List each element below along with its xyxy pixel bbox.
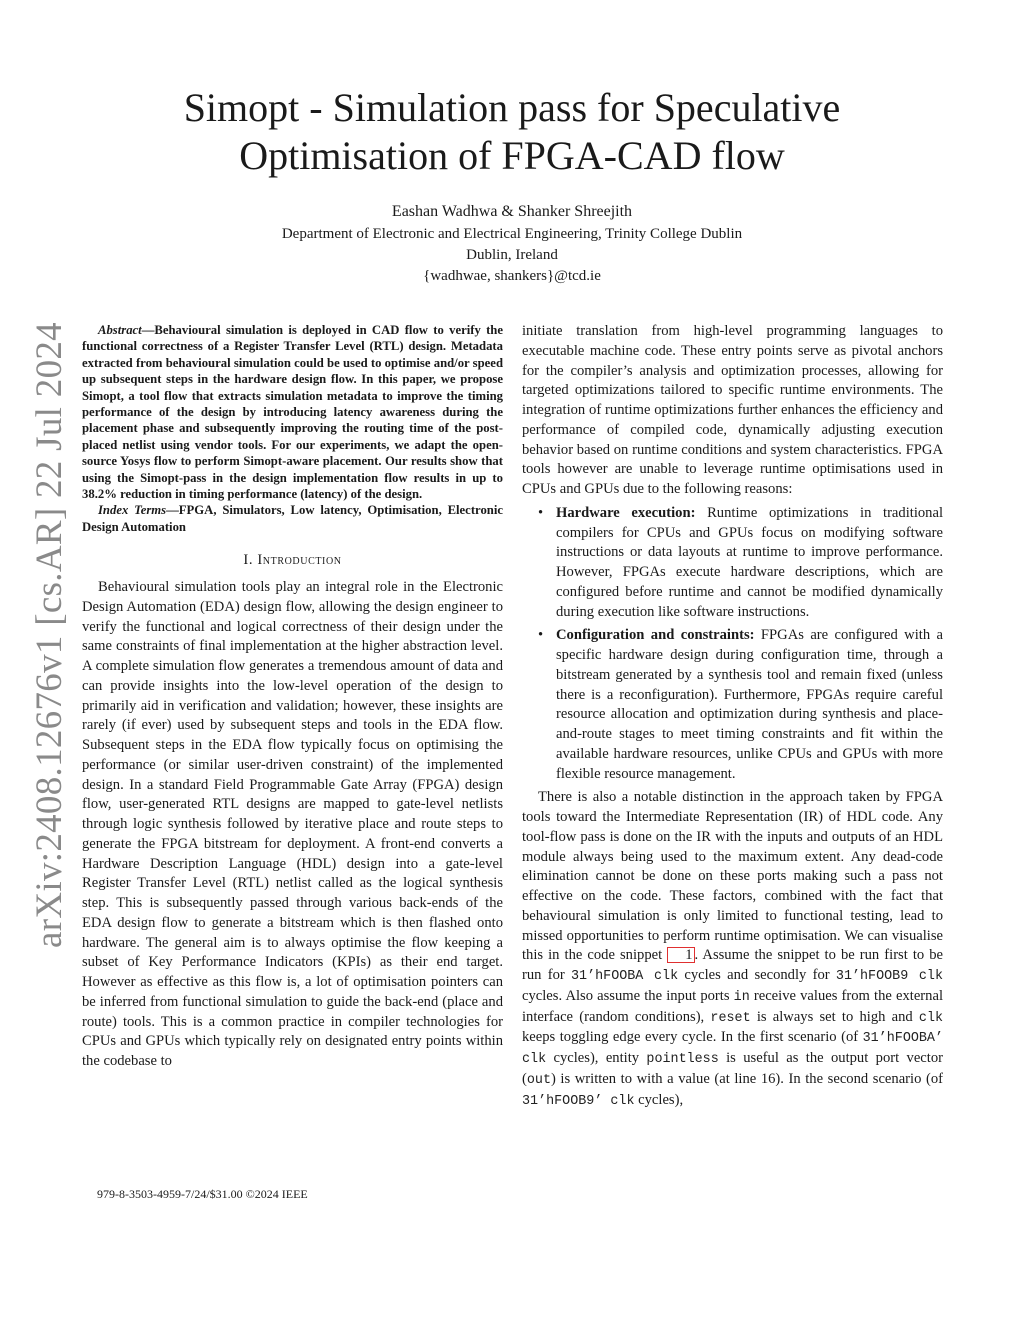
abstract: [82, 322, 503, 502]
paragraph-text: cycles), entity: [546, 1050, 647, 1066]
paper-title-line-1: Simopt - Simulation pass for Speculative: [183, 85, 841, 130]
affiliation-location: Dublin, Ireland: [466, 247, 558, 263]
right-column: [522, 322, 943, 1111]
inline-code: reset: [710, 1010, 751, 1026]
paragraph-text: receive values from the external interface (random conditions),: [522, 987, 943, 1025]
abstract-label: Abstract: [98, 323, 142, 337]
arxiv-identifier-stamp: arXiv:2408.12676v1 [cs.AR] 22 Jul 2024: [29, 322, 70, 948]
list-item-term: Configuration and constraints:: [556, 627, 755, 644]
inline-code: 31’hFOOBA’ clk: [522, 1031, 943, 1067]
intro-paragraph-1-continued: initiate translation from high-level programming languages to executable machine code. These entry points serve as pivotal anchors for the compiler’s analysis and optimization processes, allowing for targeted optimizations tailored to specific runtime environments. The integration of runtime optimizations further enhances the efficiency and performance of compiled code, dynamically adjusting execution behavior based on runtime conditions and system characteristics. FPGA tools however are unable to leverage runtime optimisations used in CPUs and GPUs due to the following reasons:: [522, 323, 943, 497]
inline-code: 31’hFOOBA clk: [571, 969, 679, 984]
left-column: [82, 322, 503, 1072]
reasons-list: [522, 504, 943, 785]
paragraph-text: cycles),: [634, 1091, 684, 1108]
list-item-term: Hardware execution:: [556, 504, 696, 521]
copyright-footer: 979-8-3503-4959-7/24/$31.00 ©2024 IEEE: [97, 1187, 308, 1201]
affiliation-email: {wadhwae, shankers}@tcd.ie: [423, 268, 601, 284]
author-affiliation: [0, 224, 1024, 287]
paper-title-line-2: Optimisation of FPGA-CAD flow: [239, 133, 785, 178]
paragraph-text: . Assume the snippet to be run first to be run for: [522, 947, 944, 983]
paragraph-text: is useful as the output port vector (: [522, 1050, 943, 1087]
intro-paragraph-2: [522, 788, 943, 1111]
inline-code: 31’hFOOB9’ clk: [522, 1093, 635, 1109]
abstract-text: —Behavioural simulation is deployed in CAD flow to verify the functional correctness of a Register Transfer Level (RTL) design. Metadata extracted from behavioural simulation could be used to optimise and/or speed up subsequent steps in the hardware design flow. In this paper, we propose Simopt, a tool flow that extracts simulation metadata to improve the timing performance of the design by introducing latency awareness during the placement phase and subsequently improving the routing time of the post-placed netlist using vendor tools. For our experiments, we adapt the open-source Yosys flow to perform Simopt-aware placement. Our results show that using the Simopt-pass in the design implementation flow results in up to 38.2% reduction in timing performance (latency) of the design.: [82, 323, 503, 502]
section-title: Introduction: [257, 552, 342, 569]
index-terms-text: —FPGA, Simulators, Low latency, Optimisation, Electronic Design Automation: [82, 503, 504, 534]
inline-code: in: [733, 989, 750, 1005]
list-item: [522, 626, 943, 784]
bullet-icon: •: [538, 627, 544, 644]
list-item-text: Runtime optimizations in traditional compilers for CPUs and GPUs focus on modifying software instructions or data layouts at runtime to improve performance. However, FPGAs execute hardware descriptions, which are configured before runtime and cannot be modified dynamically during execution like software instructions.: [556, 504, 943, 620]
paragraph-text: keeps toggling edge every cycle. In the first scenario (of: [522, 1029, 863, 1046]
bullet-icon: •: [538, 504, 544, 521]
paragraph-text: ) is written to with a value (at line 16). In the second scenario (of: [550, 1070, 943, 1087]
author-names: Eashan Wadhwa & Shanker Shreejith: [391, 203, 633, 220]
list-item-text: FPGAs are configured with a specific hardware design during configuration time, through a bitstream generated by a synthesis tool and remain fixed (unless there is a reconfiguration). Furthermore, FPGAs require careful resource allocation and optimization during synthesis and place-and-route stages to meet timing constraints and fit within the available hardware resources, unlike CPUs and GPUs with more flexible resource management.: [556, 627, 944, 782]
index-terms-label: Index Terms: [98, 503, 167, 518]
paragraph-text: cycles. Also assume the input ports: [522, 987, 734, 1004]
inline-code: pointless: [646, 1052, 719, 1067]
affiliation-department: Department of Electronic and Electrical Engineering, Trinity College Dublin: [281, 226, 743, 242]
intro-paragraph-1: Behavioural simulation tools play an integral role in the Electronic Design Automation (EDA) design flow, allowing the design engineer to verify the functional and logical correctness of their design under the same constraints of final implementation at the higher abstraction level. A complete simulation flow generates a tremendous amount of data and can provide insights into the low-level operation of the design to primarily aid in verification and validation; however, these insights are rarely (if ever) used by subsequent steps and tools in the EDA flow. Subsequent steps in the EDA flow typically focus on optimising the performance (or similar user-driven constraint) of the implemented design. In a standard Field Programmable Gate Array (FPGA) design flow, user-generated RTL designs are mapped to gate-level netlists through logic synthesis followed by iterative place and route steps to generate the FPGA bitstream for deployment. A front-end converts a Hardware Description Language (HDL) design into a gate-level Register Transfer Level (RTL) netlist called as the logical synthesis step. This is subsequently passed through various back-ends of the EDA design flow to generate a bitstream which is then flashed onto hardware. The general aim is to always optimise the flow keeping a subset of Key Performance Indicators (KPIs) as their end target. However as effective as this flow is, a lot of optimisation pointers can be inferred from functional simulation to guide the back-end (place and route) tools. This is a common practice in compiler technologies for CPUs and GPUs which typically rely on designated entry points within the codebase to: [82, 579, 503, 1070]
inline-code: clk: [918, 1010, 944, 1026]
code-snippet-reference-link[interactable]: 1: [667, 947, 694, 963]
index-terms: [82, 502, 503, 535]
paper-title: [0, 84, 1024, 180]
paragraph-text: There is also a notable distinction in the approach taken by FPGA tools toward the Intermediate Representation (IR) of HDL code. Any tool-flow pass is done on the IR with the inputs and outputs of an HDL module always being used to the maximum extent. Any dead-code elimination cannot be done on these ports making such a pass not effective on the code. These factors, combined with the fact that behavioural simulation is only limited to functional testing, lead to missed opportunities to perform runtime optimisation. We can visualise this in the code snippet: [522, 789, 943, 964]
inline-code: out: [526, 1072, 551, 1088]
paragraph-text: is always set to high and: [750, 1008, 919, 1025]
list-item: [522, 504, 943, 623]
paragraph-text: cycles and secondly for: [678, 967, 836, 983]
inline-code: 31’hFOOB9 clk: [835, 969, 943, 984]
section-heading-introduction: [82, 551, 503, 571]
section-number: I.: [243, 552, 254, 569]
